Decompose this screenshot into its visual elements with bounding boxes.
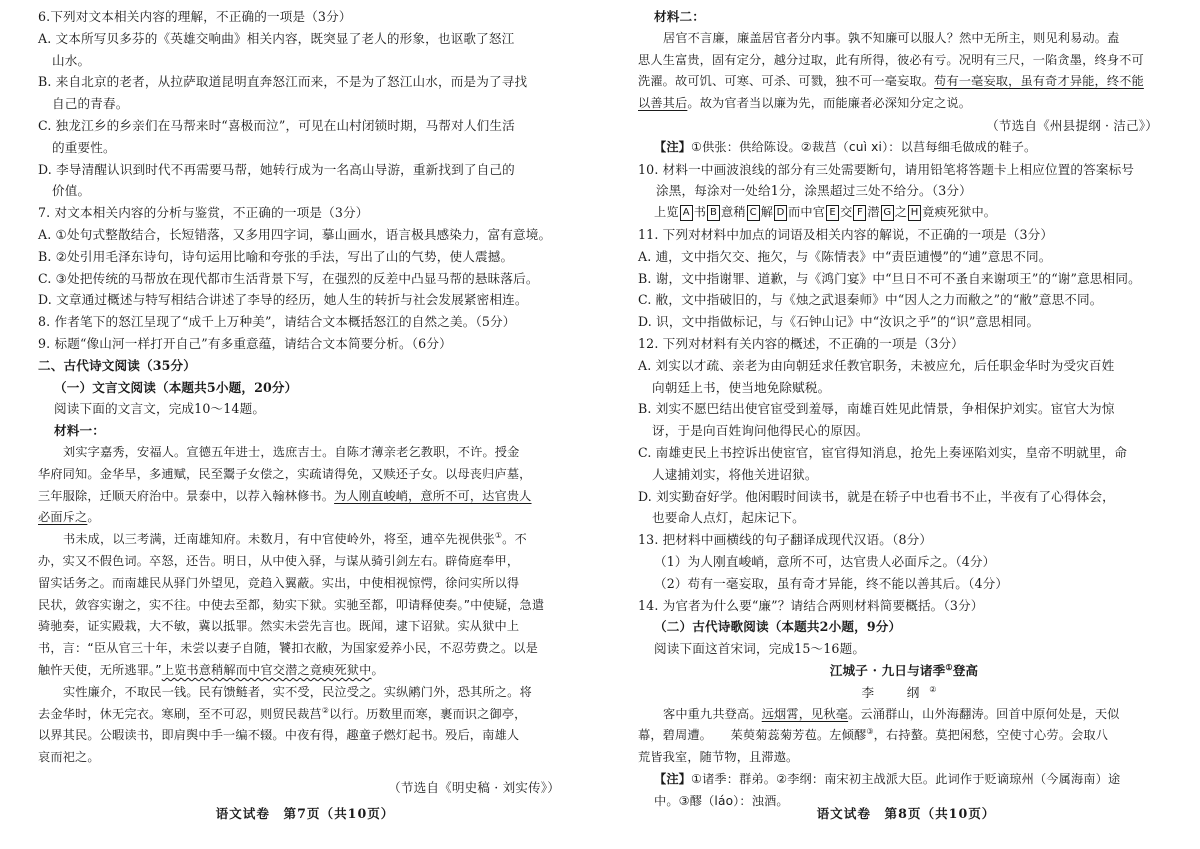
material-2-source: （节选自《州县提纲 · 洁己》） — [986, 117, 1158, 133]
material-1-text — [38, 442, 572, 769]
question-11-option-c: C. 敝，文中指破旧的，与《烛之武退秦师》中“因人之力而敝之”的“敝”意思不同。 — [638, 292, 1103, 308]
question-6-option-a: A. 文本所写贝多芬的《英雄交响曲》相关内容，既突显了老人的形象，也讴歌了怒江 山水。 — [38, 30, 515, 68]
subsection-heading-prose: （一）文言文阅读（本题共5小题，20分） — [54, 379, 298, 395]
note-2: 【注】①诸季：群弟。②李纲：南宋初主战派大臣。此词作于贬谪琼州（今属海南）途 中。③醪（láo）：浊酒。 — [654, 771, 1121, 808]
question-12-stem: 12. 下列对材料有关内容的概述，不正确的一项是（3分） — [638, 335, 964, 351]
material-1-source: （节选自《明史稿 · 刘实传》） — [388, 779, 560, 795]
question-11-option-d: D. 识，文中指做标记，与《石钟山记》中“汝识之乎”的“识”意思相同。 — [638, 314, 1040, 330]
question-6-option-b: B. 来自北京的老者，从拉萨取道昆明直奔怒江而来，不是为了怒江山水，而是为了寻找 自己的青春。 — [38, 74, 528, 112]
question-7 — [38, 202, 572, 311]
question-13-sentence-1: （1）为人刚直峻峭，意所不可，达官贵人必面斥之。（4分） — [654, 553, 996, 569]
poem-author: 李 纲② — [861, 684, 947, 700]
underlined-sentence-2: 苟有一毫妄取，虽有奇才异能，终不能 — [934, 74, 1144, 89]
question-13-stem: 13. 把材料中画横线的句子翻译成现代汉语。（8分） — [638, 532, 933, 548]
underlined-sentence-1: 为人刚直峻峭，意所不可，达官贵人 — [334, 488, 532, 503]
question-8: 8. 作者笔下的怒江呈现了“成千上万种美”，请结合文本概括怒江的自然之美。（5分） — [38, 314, 516, 330]
question-13 — [638, 529, 1170, 594]
question-7-option-d: D. 文章通过概述与特写相结合讲述了李导的经历，她人生的转折与社会发展紧密相连。 — [38, 292, 528, 308]
answer-box-c[interactable]: C — [747, 205, 760, 221]
question-12-option-a: A. 刘实以才疏、亲老为由向朝廷求任教官职务，未被应允，后任职金华时为受灾百姓 向朝廷上书，使当地免除赋税。 — [638, 357, 1115, 395]
question-7-option-c: C. ③处把传统的马帮放在现代都市生活背景下写，在强烈的反差中凸显马帮的悬昧落后。 — [38, 270, 539, 286]
question-11-stem: 11. 下列对材料中加点的词语及相关内容的解说，不正确的一项是（3分） — [638, 226, 1054, 242]
answer-box-a[interactable]: A — [680, 205, 693, 221]
answer-box-h[interactable]: H — [908, 205, 921, 221]
note-1: 【注】①供张：供给陈设。②裁莒（cuì xi）：以莒每细毛做成的鞋子。 — [654, 139, 1037, 154]
question-11 — [638, 224, 1170, 333]
reading-instruction: 阅读下面的文言文，完成10～14题。 — [54, 401, 266, 417]
question-10-sentence: 上览 A 书 B 意稍 C 解 D 而中官 E 交 F 潜 G 之 H 竟瘐死狱中。 — [654, 205, 997, 220]
poem-text: 客中重九共登高。远烟霄，见秋毫。云涌群山，山外海翻涛。回首中原何处是，天似 幕，碧周遭。 茱萸菊蕊菊芳苞。左倾醪③，右持螯。莫把闲愁，空使寸心劳。会取八 荒皆我室，随节物，且滞遨。 — [638, 706, 1120, 765]
answer-box-f[interactable]: F — [853, 205, 866, 221]
material-1-paragraph-2: 书未成，以三考满，迁南雄知府。未数月，有中官使岭外，将至，逋卒先视供张①。不 办，实又不假色词。卒怒，还告。明日，从中使入驿，与谋从骑引剑左右。辟倚庭奉甲， 留实话务之。而南雄民从驿门外望见，竞趋入翼蔽。实出，中使相视惊愕，徐问实所以得 民状，敛容实谢之，实不往。中使去至都，劾实下狱。实驰至都，叩请释使奏。”中使疑，急遣 骑驰奏，证实殿栽，大不敏，冀以抵罪。然实未尝先言也。既闻，逮下诏狱。实从狱中上 书，言：“臣从官三十年，未尝以妻子自随，饕扣衣敝，为国家爱养小民，不忍劳费之。以是 触忤天使，无所逃罪。”上览书意稍解而中官交潜之竟瘐死狱中。 — [38, 531, 545, 677]
question-11-option-a: A. 逋，文中指欠交、拖欠，与《陈情表》中“责臣逋慢”的“逋”意思不同。 — [638, 248, 1052, 264]
answer-box-b[interactable]: B — [707, 205, 720, 221]
material-2-label: 材料二： — [654, 9, 705, 24]
question-11-option-b: B. 谢，文中指谢罪、道歉，与《鸿门宴》中“旦日不可不蚤自来谢项王”的“谢”意思相同。 — [638, 270, 1141, 286]
question-6-option-c: C. 独龙江乡的乡亲们在马帮来时“喜极而泣”，可见在山村闭锁时期，马帮对人们生活 的重要性。 — [38, 117, 515, 155]
question-12-option-b: B. 刘实不愿巴结出使官宦受到羞辱，南雄百姓见此情景，争相保护刘实。宦官大为惊 讶，于是向百姓询问他得民心的原因。 — [638, 401, 1115, 439]
question-7-option-a: A. ①处句式整散结合，长短错落，又多用四字词，摹山画水，语言极具感染力，富有意境。 — [38, 226, 552, 242]
question-10 — [638, 159, 1170, 224]
poem-title: 江城子 · 九日与诸季①登高 — [829, 661, 979, 678]
material-1-paragraph-3: 实性廉介，不取民一钱。民有馈鲢者，实不受，民泣受之。实纵鹇门外，恐其所之。将 去金华时，休无完衣。寒刷，至不可忍，则贸民裁莒②以行。历数里而寒，裹而识之御亭， 以界其民。公暇读书，即肩舆中手一编不辍。中夜有得，趣童子燃灯起书。殁后，南雄人 哀而祀之。 — [38, 684, 532, 765]
question-10-stem: 10. 材料一中画波浪线的部分有三处需要断句，请用铅笔将答题卡上相应位置的答案标号 涂黑，每涂对一处给1分，涂黑超过三处不给分。（3分） — [638, 161, 1135, 199]
question-12 — [638, 333, 1170, 529]
question-6-option-d: D. 李导清醒认识到时代不再需要马帮，她转行成为一名高山导游，重新找到了自己的 价值。 — [38, 161, 515, 199]
question-7-stem: 7. 对文本相关内容的分析与鉴赏，不正确的一项是（3分） — [38, 205, 369, 221]
material-1-paragraph-1: 刘实字嘉秀，安福人。宣德五年进士，选庶吉士。自陈才薄亲老乞教职，不许。授金 华府同知。金华旱，多逋赋，民至鬻子女偿之，实疏请得免，又赎还子女。以母丧归庐墓， 三年服除，迁顺天府治中。景泰中，以荐入翰林修书。为人刚直峻峭，意所不可，达官贵人 必面斥之。 — [38, 444, 532, 525]
answer-box-g[interactable]: G — [881, 205, 894, 221]
answer-box-e[interactable]: E — [826, 205, 839, 221]
section-heading-classical: 二、古代诗文阅读（35分） — [38, 357, 197, 373]
page-8-footer: 语文试卷 第8页（共10页） — [816, 806, 996, 822]
question-12-option-d: D. 刘实勤奋好学。他闲暇时间读书，就是在轿子中也看书不止，半夜有了心得体会， 也要命人点灯，起床记下。 — [638, 488, 1115, 526]
question-13-sentence-2: （2）苟有一毫妄取，虽有奇才异能，终不能以善其后。（4分） — [654, 575, 1009, 591]
question-6 — [38, 6, 572, 202]
page-8 — [612, 0, 1200, 849]
material-1-label: 材料一： — [54, 423, 105, 439]
question-7-option-b: B. ②处引用毛泽东诗句，诗句运用比喻和夸张的手法，写出了山的气势，使人震撼。 — [38, 248, 514, 264]
subsection-heading-poetry: （二）古代诗歌阅读（本题共2小题，9分） — [654, 619, 902, 635]
material-2-text: 居官不言廉，廉盖居官者分内事。孰不知廉可以服人？然中无所主，则见利易动。盍 思人生富贵，固有定分，越分过取，此有所得，彼必有亏。况明有三尺，一陷贪墨，终身不可 洗濯。故可饥、可寒、可杀、可戮，独不可一毫妄取。苟有一毫妄取，虽有奇才异能，终不能 以善其后。故为官者当以廉为先，而能廉者必深知分定之说。 — [638, 30, 1144, 111]
page-7-footer: 语文试卷 第7页（共10页） — [215, 806, 395, 822]
question-14: 14. 为官者为什么要“廉”？请结合两则材料简要概括。（3分） — [638, 597, 984, 613]
poetry-instruction: 阅读下面这首宋词，完成15～16题。 — [654, 641, 866, 657]
wavy-underlined-sentence: 上览书意稍解而中官交潜之竟瘐死狱中 — [161, 662, 372, 677]
question-9: 9. 标题“像山河一样打开自己”有多重意蕴，请结合文本简要分析。（6分） — [38, 335, 452, 351]
answer-box-d[interactable]: D — [774, 205, 787, 221]
question-12-option-c: C. 南雄吏民上书控诉出使宦官，宦官得知消息，抢先上奏诬陷刘实，皇帝不明就里，命 人逮捕刘实，将他关进诏狱。 — [638, 444, 1128, 482]
question-6-stem: 6.下列对文本相关内容的理解，不正确的一项是（3分） — [38, 9, 352, 24]
